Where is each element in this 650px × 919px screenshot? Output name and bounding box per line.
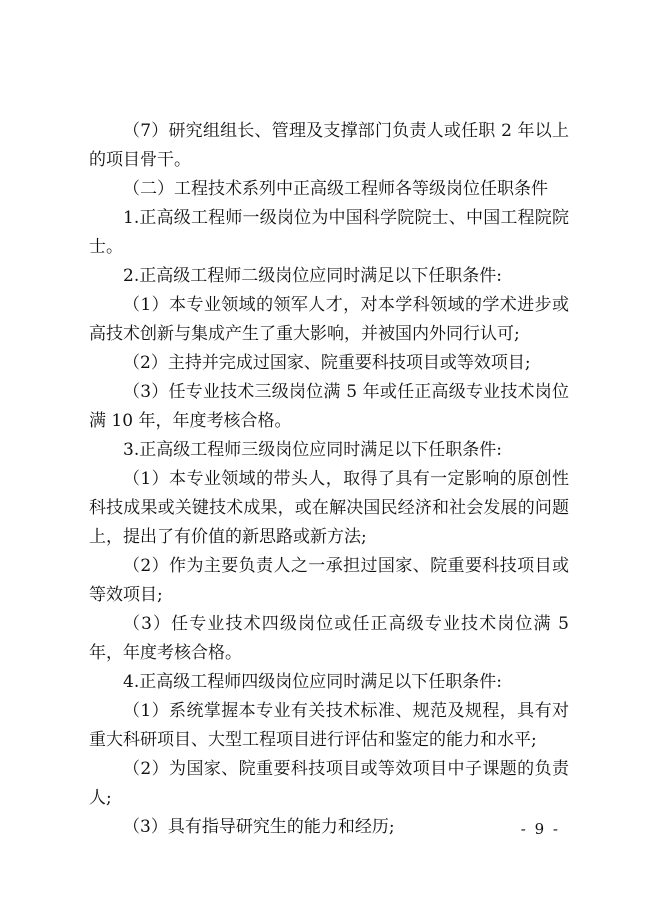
paragraph: （3）任专业技术四级岗位或任正高级专业技术岗位满 5 年，年度考核合格。 (89, 614, 569, 663)
paragraph: 1.正高级工程师一级岗位为中国科学院院士、中国工程院院士。 (89, 208, 569, 257)
paragraph: （2）主持并完成过国家、院重要科技项目或等效项目; (123, 353, 531, 373)
page-number: - 9 - (520, 820, 560, 838)
paragraph: （2）作为主要负责人之一承担过国家、院重要科技项目或等效项目; (89, 556, 569, 605)
paragraph: （1）本专业领域的带头人，取得了具有一定影响的原创性科技成果或关键技术成果，或在解决国民经济和社会发展的问题上，提出了有价值的新思路或新方法; (89, 469, 569, 547)
paragraph: （3）具有指导研究生的能力和经历; (123, 817, 395, 837)
body-text (89, 117, 569, 842)
paragraph: （1）系统掌握本专业有关技术标准、规范及规程，具有对重大科研项目、大型工程项目进行评估和鉴定的能力和水平; (89, 701, 569, 750)
paragraph: 3.正高级工程师三级岗位应同时满足以下任职条件: (123, 440, 502, 460)
paragraph: （2）为国家、院重要科技项目或等效项目中子课题的负责人; (89, 759, 569, 808)
paragraph: 2.正高级工程师二级岗位应同时满足以下任职条件: (123, 266, 502, 286)
paragraph: （7）研究组组长、管理及支撑部门负责人或任职 2 年以上的项目骨干。 (89, 121, 569, 170)
paragraph: 4.正高级工程师四级岗位应同时满足以下任职条件: (123, 672, 502, 692)
paragraph: （3）任专业技术三级岗位满 5 年或任正高级专业技术岗位满 10 年，年度考核合格。 (89, 382, 569, 431)
paragraph: （1）本专业领域的领军人才，对本学科领域的学术进步或高技术创新与集成产生了重大影响，并被国内外同行认可; (89, 295, 569, 344)
section-heading: （二）工程技术系列中正高级工程师各等级岗位任职条件 (123, 179, 548, 199)
